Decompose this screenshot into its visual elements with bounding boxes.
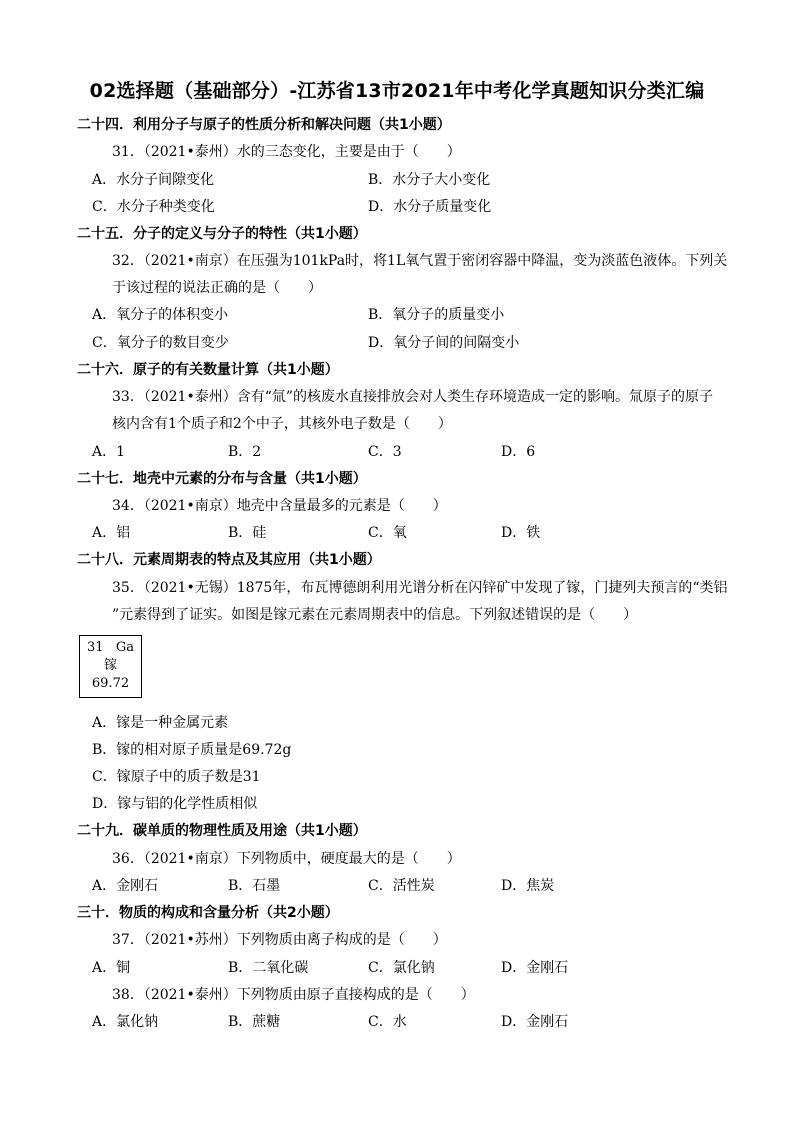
question-stem: 32．（2021•南京）在压强为101kPa时，将1L氧气置于密闭容器中降温，变为淡蓝色液体。下列关 bbox=[112, 253, 728, 269]
option-a: A．铝 bbox=[92, 525, 131, 541]
option-c: C．镓原子中的质子数是31 bbox=[92, 769, 261, 785]
option-b: B．氧分子的质量变小 bbox=[368, 307, 505, 323]
question-stem-continued: ”元素得到了证实。如图是镓元素在元素周期表中的信息。下列叙述错误的是（ ） bbox=[112, 607, 638, 623]
option-d: D．焦炭 bbox=[501, 878, 555, 894]
option-a: A．金刚石 bbox=[92, 878, 159, 894]
question-stem: 35．（2021•无锡）1875年，布瓦博德朗利用光谱分析在闪锌矿中发现了镓，门捷列夫预言的“类铝 bbox=[112, 580, 728, 596]
question-stem-continued: 于该过程的说法正确的是（ ） bbox=[112, 280, 322, 296]
question-stem-continued: 核内含有1个质子和2个中子，其核外电子数是（ ） bbox=[112, 416, 452, 432]
option-b: B．石墨 bbox=[228, 878, 281, 894]
page-title: 02选择题（基础部分）-江苏省13市2021年中考化学真题知识分类汇编 bbox=[89, 80, 705, 102]
option-a: A．铜 bbox=[92, 960, 131, 976]
option-c: C．氧分子的数目变少 bbox=[92, 335, 229, 351]
option-c: C．水分子种类变化 bbox=[92, 199, 215, 215]
section-heading: 二十四．利用分子与原子的性质分析和解决问题（共1小题） bbox=[77, 117, 451, 133]
periodic-table-cell bbox=[79, 635, 142, 698]
option-c: C．氧 bbox=[368, 525, 407, 541]
element-symbol: Ga bbox=[115, 640, 135, 655]
option-c: C．氯化钠 bbox=[368, 960, 435, 976]
option-d: D．镓与铝的化学性质相似 bbox=[92, 796, 258, 812]
question-stem: 33．（2021•泰州）含有“氚”的核废水直接排放会对人类生存环境造成一定的影响。氚原子的原子 bbox=[112, 389, 714, 405]
atomic-number: 31 bbox=[86, 640, 104, 655]
atomic-mass: 69.72 bbox=[91, 676, 130, 691]
option-c: C．水 bbox=[368, 1014, 407, 1030]
section-heading: 二十六．原子的有关数量计算（共1小题） bbox=[77, 362, 339, 378]
option-d: D．6 bbox=[501, 444, 536, 460]
option-d: D．铁 bbox=[501, 525, 541, 541]
option-a: A．镓是一种金属元素 bbox=[92, 715, 229, 731]
option-a: A．氯化钠 bbox=[92, 1014, 159, 1030]
question-stem: 31．（2021•泰州）水的三态变化，主要是由于（ ） bbox=[112, 144, 461, 160]
option-c: C．活性炭 bbox=[368, 878, 435, 894]
section-heading: 二十五．分子的定义与分子的特性（共1小题） bbox=[77, 226, 367, 242]
option-b: B．硅 bbox=[228, 525, 267, 541]
option-b: B．二氧化碳 bbox=[228, 960, 309, 976]
question-stem: 37．（2021•苏州）下列物质由离子构成的是（ ） bbox=[112, 932, 447, 948]
option-d: D．金刚石 bbox=[501, 1014, 569, 1030]
question-stem: 34．（2021•南京）地壳中含量最多的元素是（ ） bbox=[112, 498, 447, 514]
option-d: D．金刚石 bbox=[501, 960, 569, 976]
element-name: 镓 bbox=[103, 658, 117, 673]
option-a: A．水分子间隙变化 bbox=[92, 172, 215, 188]
section-heading: 二十七．地壳中元素的分布与含量（共1小题） bbox=[77, 471, 367, 487]
option-b: B．镓的相对原子质量是69.72g bbox=[92, 742, 292, 758]
option-b: B．水分子大小变化 bbox=[368, 172, 491, 188]
option-a: A．1 bbox=[92, 444, 126, 460]
section-heading: 二十九．碳单质的物理性质及用途（共1小题） bbox=[77, 823, 367, 839]
option-c: C．3 bbox=[368, 444, 402, 460]
question-stem: 36．（2021•南京）下列物质中，硬度最大的是（ ） bbox=[112, 851, 461, 867]
option-d: D．水分子质量变化 bbox=[368, 199, 492, 215]
option-a: A．氧分子的体积变小 bbox=[92, 307, 229, 323]
section-heading: 三十．物质的构成和含量分析（共2小题） bbox=[77, 905, 339, 921]
option-b: B．2 bbox=[228, 444, 262, 460]
option-b: B．蔗糖 bbox=[228, 1014, 281, 1030]
section-heading: 二十八．元素周期表的特点及其应用（共1小题） bbox=[77, 552, 381, 568]
element-number-symbol bbox=[80, 639, 141, 657]
option-d: D．氧分子间的间隔变小 bbox=[368, 335, 520, 351]
question-stem: 38．（2021•泰州）下列物质由原子直接构成的是（ ） bbox=[112, 987, 475, 1003]
